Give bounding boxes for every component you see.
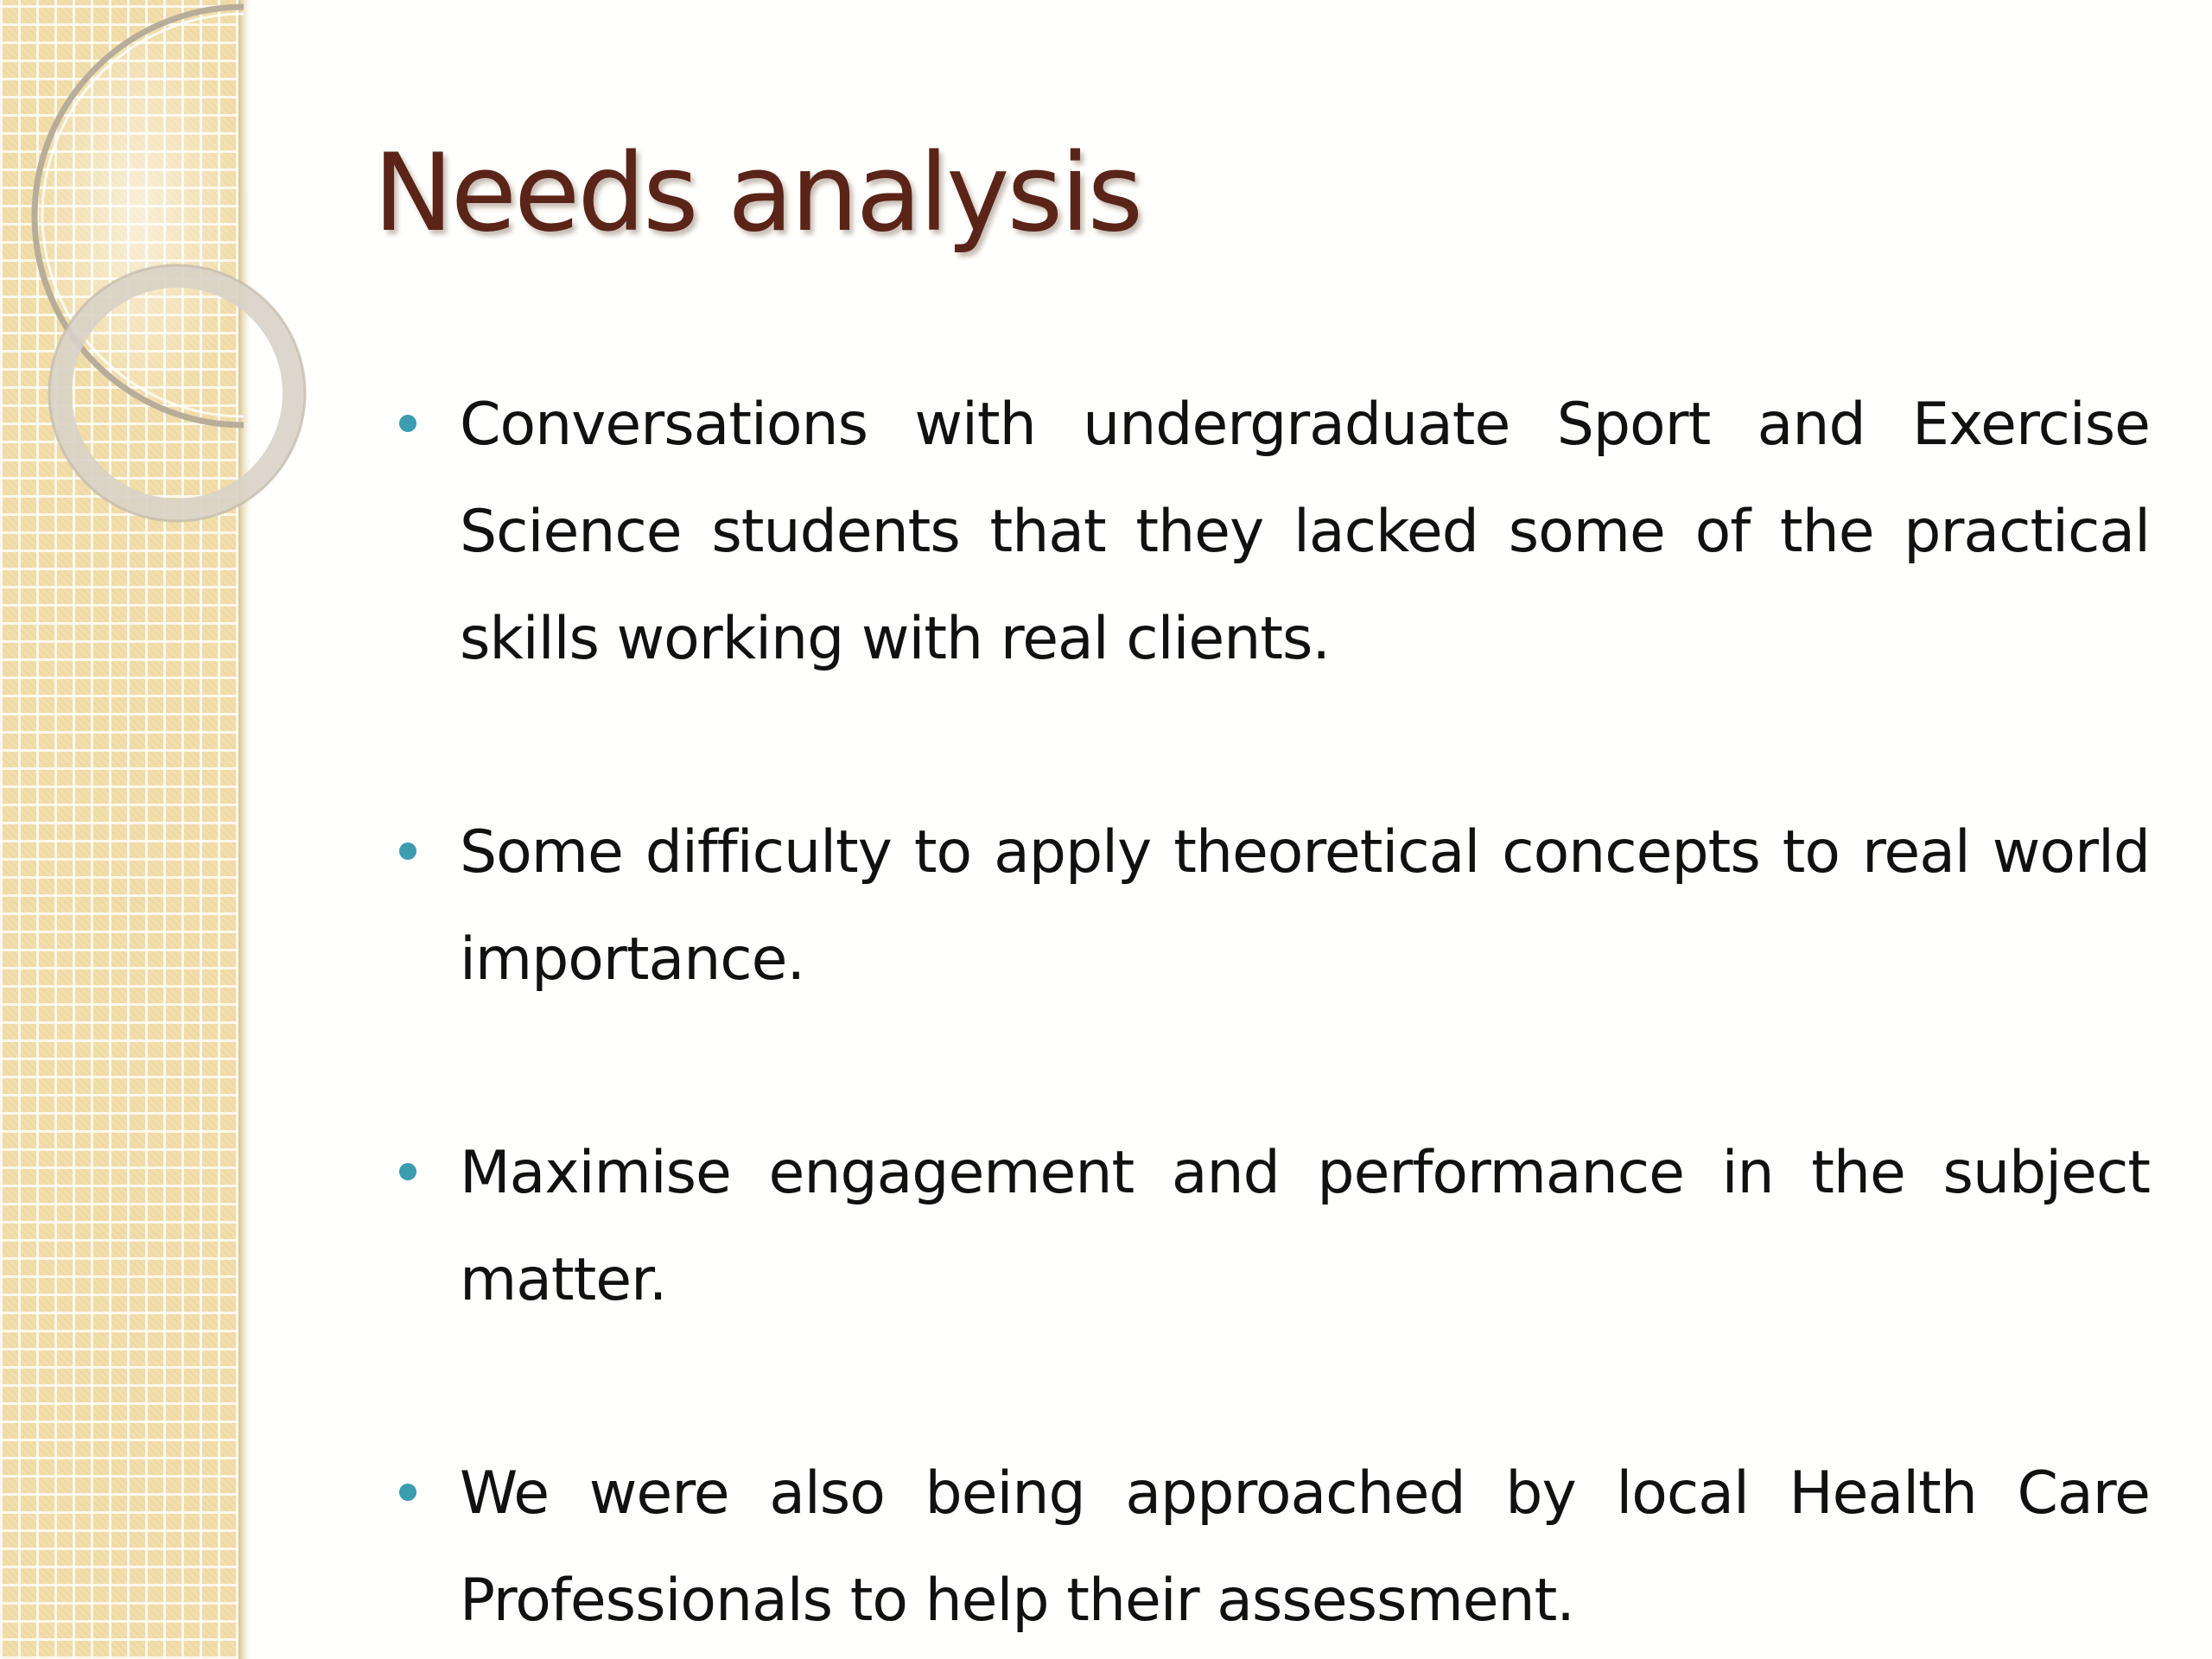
bullet-list bbox=[387, 372, 2150, 1659]
bullet-marker-icon bbox=[399, 1163, 416, 1180]
bullet-item bbox=[387, 1440, 2150, 1655]
bullet-item bbox=[387, 1120, 2150, 1334]
bullet-marker-icon bbox=[399, 842, 416, 860]
bullet-item bbox=[387, 799, 2150, 1014]
bullet-text: Conversations with undergraduate Sport and Exercise Science students that they lacked some of the practical skills working with real clients. bbox=[460, 391, 2150, 673]
bullet-marker-icon bbox=[399, 415, 416, 432]
bullet-text: We were also being approached by local Health Care Professionals to help their assessment. bbox=[460, 1459, 2150, 1635]
bullet-marker-icon bbox=[399, 1484, 416, 1501]
decorative-rings bbox=[0, 0, 363, 622]
bullet-item bbox=[387, 372, 2150, 693]
bullet-text: Maximise engagement and performance in the subject matter. bbox=[460, 1139, 2150, 1314]
bullet-text: Some difficulty to apply theoretical concepts to real world importance. bbox=[460, 818, 2150, 994]
slide-title: Needs analysis bbox=[373, 131, 1141, 256]
